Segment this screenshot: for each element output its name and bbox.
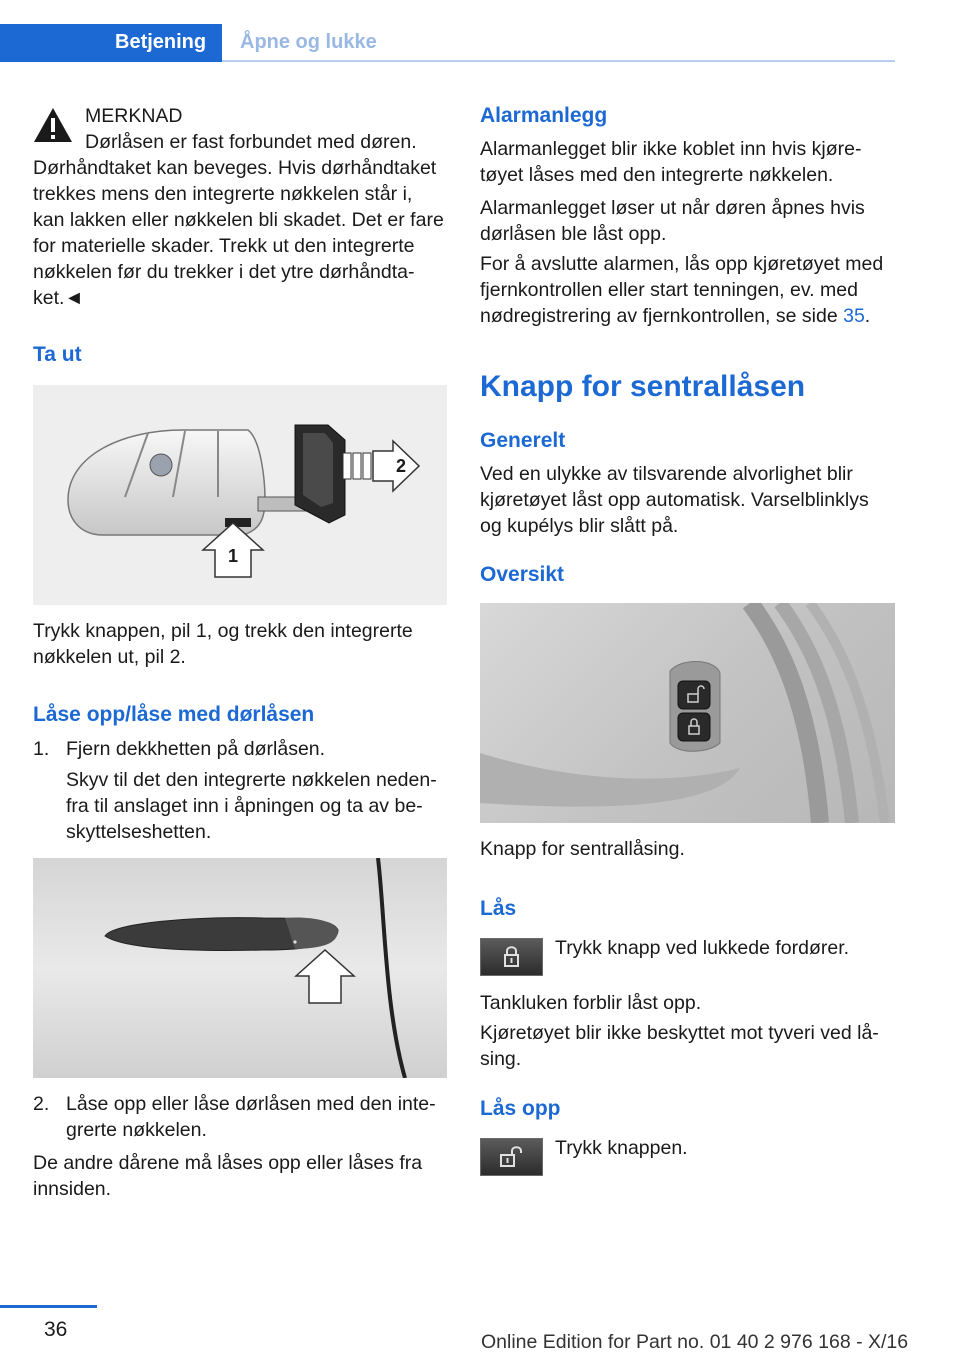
las-p2: Kjøretøyet blir ikke beskyttet mot tyveri ved lå‐sing. [480,1022,879,1070]
lock-closed-icon [480,938,543,976]
las-opp-heading: Lås opp [480,1097,561,1120]
step-1 [33,736,447,845]
las-text: Trykk knapp ved lukkede fordører. [555,937,850,959]
notice-text: Dørlåsen er fast forbundet med døren. Dørhåndtaket kan beveges. Hvis dørhåndtaket trekkes mens den integrerte nøkkelen står i, kan lakken eller nøkkelen bli skadet. Det er fare for materielle skader. Trekk ut den integrerte nøkkelen før du trekker i det ytre dørhåndta‐ket.◄ [33,131,444,309]
step-1-text: Fjern dekkhetten på dørlåsen. [66,738,326,760]
door-handle-figure [33,858,447,1078]
step-1-detail: Skyv til det den integrerte nøkkelen neden‐fra til anslaget inn i åpningen og ta av be‐skyttelseshetten. [66,769,437,843]
step-1-number: 1. [33,738,50,760]
oversikt-caption: Knapp for sentrallåsing. [480,838,685,860]
tab-apne-og-lukke[interactable]: Åpne og lukke [240,31,377,53]
ta-ut-text: Trykk knappen, pil 1, og trekk den integrerte nøkkelen ut, pil 2. [33,620,413,668]
step-2 [33,1091,447,1143]
closing-text: De andre dårene må låses opp eller låses fra innsiden. [33,1152,423,1200]
tab-betjening[interactable]: Betjening [0,24,222,62]
step-2-number: 2. [33,1093,50,1115]
footer-divider [0,1305,97,1308]
step-2-text: Låse opp eller låse dørlåsen med den inte‐grerte nøkkelen. [66,1093,436,1141]
generelt-text: Ved en ulykke av tilsvarende alvorlighet blir kjøretøyet låst opp automatisk. Varselblinklys og kupélys blir slått på. [480,463,869,537]
lock-open-icon [480,1138,543,1176]
page-number: 36 [44,1318,68,1341]
ta-ut-heading: Ta ut [33,343,82,366]
page-header [0,0,960,62]
alarm-p3: For å avslutte alarmen, lås opp kjøretøyet med fjernkontrollen eller start tenningen, ev. med nødregistrering av fjernkontrollen, se side 35. [480,253,884,327]
alarm-p1: Alarmanlegget blir ikke koblet inn hvis kjøre‐tøyet låses med den integrerte nøkkelen. [480,138,862,186]
las-p1: Tankluken forblir låst opp. [480,992,702,1014]
alarm-p2: Alarmanlegget løser ut når døren åpnes hvis dørlåsen ble låst opp. [480,197,865,245]
central-lock-figure [480,603,895,823]
notice-title: MERKNAD [85,105,183,127]
las-opp-text: Trykk knappen. [555,1137,688,1159]
oversikt-heading: Oversikt [480,563,565,586]
warning-triangle-icon [33,107,73,143]
key-figure-label-2: 2 [395,456,407,476]
las-heading: Lås [480,897,517,920]
edition-text: Online Edition for Part no. 01 40 2 976 168 - X/16 [481,1331,909,1353]
page-link-35[interactable]: 35 [843,305,865,327]
alarm-heading: Alarmanlegg [480,104,608,127]
header-divider [222,60,895,62]
key-removal-figure [33,385,447,605]
notice-box [33,103,447,311]
generelt-heading: Generelt [480,429,566,452]
key-figure-label-1: 1 [227,546,239,566]
knapp-heading: Knapp for sentrallåsen [480,370,806,403]
lase-heading: Låse opp/låse med dørlåsen [33,703,315,726]
